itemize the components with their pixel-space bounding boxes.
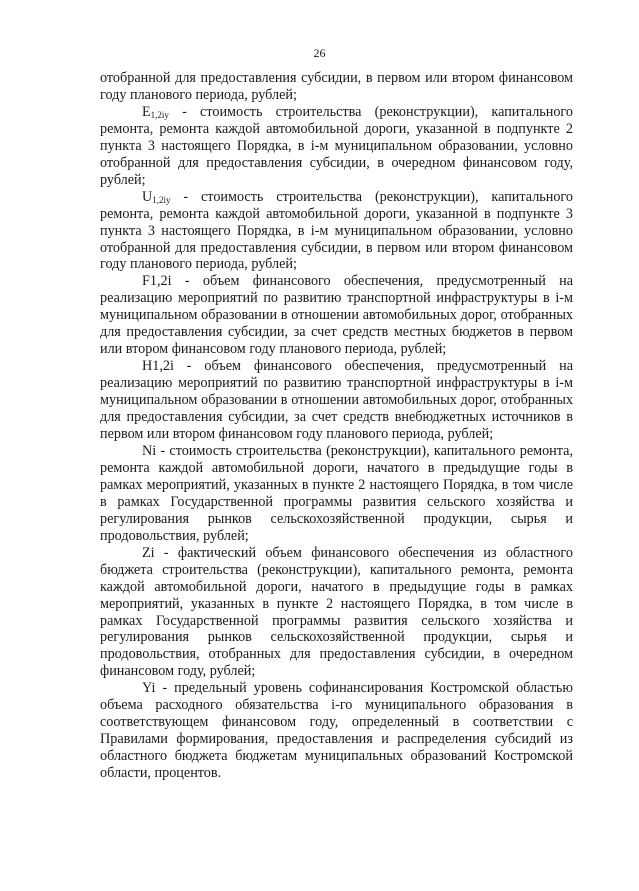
formula-symbol: Yi: [142, 680, 156, 697]
formula-symbol: U: [142, 188, 153, 205]
formula-symbol: F1,2i: [142, 273, 172, 290]
definition-ni: [100, 443, 573, 545]
paragraph-text: - стоимость строительства (реконструкции), капитального ремонта, ремонта каждой автомобильной дороги, указанной в подпункте 3 пункта 3 настоящего Порядка, в i-м муниципальном образовании, условно отобранной для предоставления субсидии, в первом или втором финансовом году планового периода, рублей;: [100, 188, 573, 273]
formula-symbol: Ni: [142, 442, 157, 459]
formula-symbol: E: [142, 103, 151, 120]
paragraph-text: - стоимость строительства (реконструкции), капитального ремонта, ремонта каждой автомобильной дороги, начатого в предыдущие годы в рамках мероприятий, указанных в пункте 2 настоящего Порядка, в том числе в рамках Государственной программы развития сельского хозяйства и регулирования рынков сельскохозяйственной продукции, сырья и продовольствия, рублей;: [100, 442, 573, 544]
formula-subscript: 1,2iy: [150, 109, 169, 120]
document-body: [100, 70, 573, 782]
paragraph-text: отобранной для предоставления субсидии, в первом или втором финансовом году планового периода, рублей;: [100, 70, 573, 103]
paragraph-text: - фактический объем финансового обеспечения из областного бюджета строительства (реконструкции), капитального ремонта, ремонта каждой автомобильной дороги, начатого в предыдущие годы в рамках мероприятий, указанных в пункте 2 настоящего Порядка, в том числе в рамках Государственной программы развития сельского хозяйства и регулирования рынков сельскохозяйственной продукции, сырья и продовольствия, отобранных для предоставления субсидии, в очередном финансовом году, рублей;: [100, 544, 573, 680]
definition-u12iy: [100, 189, 573, 274]
formula-symbol: H1,2i: [142, 358, 174, 375]
formula-symbol: Zi: [142, 544, 155, 561]
page-number: 26: [313, 46, 326, 60]
formula-subscript: 1,2iy: [152, 194, 171, 205]
definition-zi: [100, 545, 573, 681]
definition-f12i: [100, 273, 573, 358]
paragraph-text: - стоимость строительства (реконструкции), капитального ремонта, ремонта каждой автомобильной дороги, указанной в подпункте 2 пункта 3 настоящего Порядка, в i-м муниципальном образовании, условно отобранной для предоставления субсидии, в очередном финансовом году, рублей;: [100, 103, 573, 188]
paragraph-text: - объем финансового обеспечения, предусмотренный на реализацию мероприятий по развитию транспортной инфраструктуры в i-м муниципальном образовании в отношении автомобильных дорог, отобранных для предоставления субсидии, за счет средств внебюджетных источников в первом или втором финансовом году планового периода, рублей;: [100, 358, 573, 443]
definition-yi: [100, 680, 573, 782]
definition-e12iy: [100, 104, 573, 189]
definition-h12i: [100, 358, 573, 443]
paragraph-text: - объем финансового обеспечения, предусмотренный на реализацию мероприятий по развитию транспортной инфраструктуры в i-м муниципальном образовании в отношении автомобильных дорог, отобранных для предоставления субсидии, за счет средств местных бюджетов в первом или втором финансовом году планового периода, рублей;: [100, 273, 573, 358]
paragraph-text: - предельный уровень софинансирования Костромской областью объема расходного обязательства i-го муниципального образования в соответствующем финансовом году, определенный в соответствии с Правилами формирования, предоставления и распределения субсидий из областного бюджета бюджетам муниципальных образований Костромской области, процентов.: [100, 680, 573, 782]
paragraph-continuation: [100, 70, 573, 104]
